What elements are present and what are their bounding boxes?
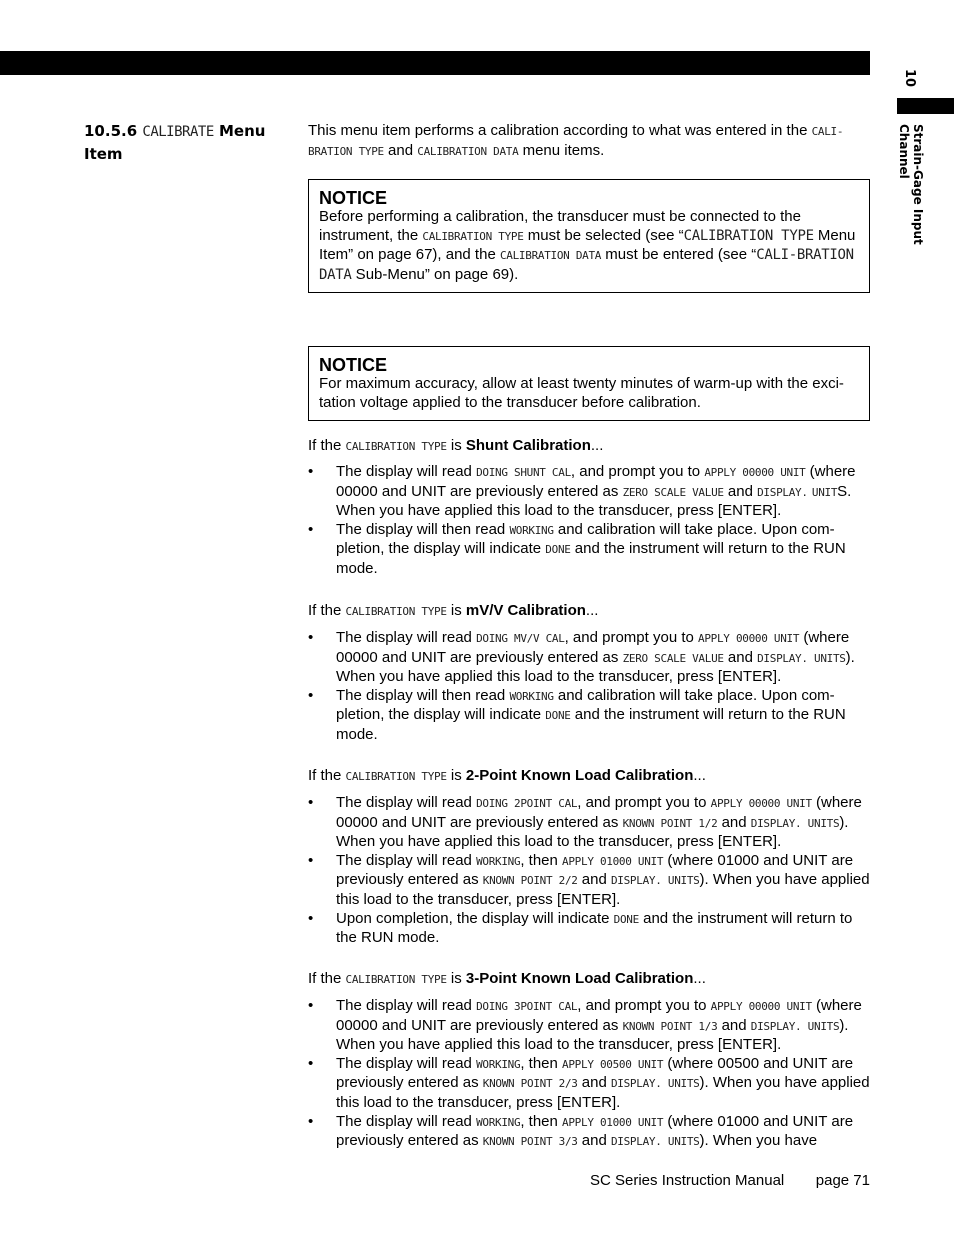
page-footer [590, 1172, 870, 1189]
list-item: • The display will read DOING 2POINT CAL, and prompt you to APPLY 00000 UNIT (where 00000 and UNIT are previously entered as KNOWN POINT 1/2 and DISPLAY. UNITS). When you have applied this load to the transducer, press [ENTER]. [308, 794, 870, 852]
chapter-number: 10 [902, 68, 917, 88]
list-item: • The display will read DOING 3POINT CAL, and prompt you to APPLY 00000 UNIT (where 00000 and UNIT are previously entered as KNOWN POINT 1/3 and DISPLAY. UNITS). When you have applied this load to the transducer, press [ENTER]. [308, 997, 870, 1055]
section-heading: 10.5.6 CALIBRATE Menu Item [84, 122, 266, 163]
notice-title: NOTICE [319, 355, 388, 375]
manual-title: SC Series Instruction Manual [590, 1172, 785, 1189]
if-3point-line: If the CALIBRATION TYPE is 3-Point Known Load Calibration... [308, 970, 706, 987]
intro-paragraph: This menu item performs a calibration according to what was entered in the CALI-BRATION TYPE and CALIBRATION DATA menu items. [308, 122, 844, 159]
chapter-title: Strain-Gage Input Channel [897, 124, 925, 245]
mvv-steps [308, 629, 870, 745]
chapter-tab [897, 98, 954, 114]
list-item: • The display will read DOING MV/V CAL, and prompt you to APPLY 00000 UNIT (where 00000 and UNIT are previously entered as ZERO SCALE VALUE and DISPLAY. UNITS). When you have applied this load to the transducer, press [ENTER]. [308, 629, 870, 687]
if-shunt-line: If the CALIBRATION TYPE is Shunt Calibration... [308, 437, 604, 454]
page-number: page 71 [815, 1172, 870, 1189]
list-item: • The display will read WORKING, then APPLY 00500 UNIT (where 00500 and UNIT are previously entered as KNOWN POINT 2/3 and DISPLAY. UNITS). When you have applied this load to the transducer, press [ENTER]. [308, 1055, 870, 1113]
list-item: • The display will read DOING SHUNT CAL, and prompt you to APPLY 00000 UNIT (where 00000 and UNIT are previously entered as ZERO SCALE VALUE and DISPLAY. UNITS. When you have applied this load to the transducer, press [ENTER]. [308, 463, 870, 521]
header-bar [0, 51, 870, 75]
list-item: • The display will read WORKING, then APPLY 01000 UNIT (where 01000 and UNIT are previously entered as KNOWN POINT 2/2 and DISPLAY. UNITS). When you have applied this load to the transducer, press [ENTER]. [308, 852, 870, 910]
notice-box-warmup [308, 346, 870, 421]
list-item: • Upon completion, the display will indicate DONE and the instrument will return to the RUN mode. [308, 910, 870, 948]
list-item: • The display will then read WORKING and calibration will take place. Upon com-pletion, the display will indicate DONE and the instrument will return to the RUN mode. [308, 687, 870, 745]
notice-title: NOTICE [319, 188, 388, 208]
list-item: • The display will read WORKING, then APPLY 01000 UNIT (where 01000 and UNIT are previously entered as KNOWN POINT 3/3 and DISPLAY. UNITS). When you have [308, 1113, 870, 1152]
2point-steps [308, 794, 870, 948]
shunt-steps [308, 463, 870, 579]
notice-box-calibration-prereq [308, 179, 870, 293]
list-item: • The display will then read WORKING and calibration will take place. Upon com-pletion, the display will indicate DONE and the instrument will return to the RUN mode. [308, 521, 870, 579]
3point-steps [308, 997, 870, 1152]
if-mvv-line: If the CALIBRATION TYPE is mV/V Calibration... [308, 602, 599, 619]
if-2point-line: If the CALIBRATION TYPE is 2-Point Known Load Calibration... [308, 767, 706, 784]
notice-text: Before performing a calibration, the transducer must be connected to the instrument, the CALIBRATION TYPE must be selected (see “CALIBRATION TYPE Menu Item” on page 67), and the CALIBRATION DATA must be entered (see “CALI-BRATION DATA Sub-Menu” on page 69). [319, 208, 856, 283]
notice-text: For maximum accuracy, allow at least twenty minutes of warm-up with the exci-tation voltage applied to the transducer before calibration. [319, 375, 844, 411]
